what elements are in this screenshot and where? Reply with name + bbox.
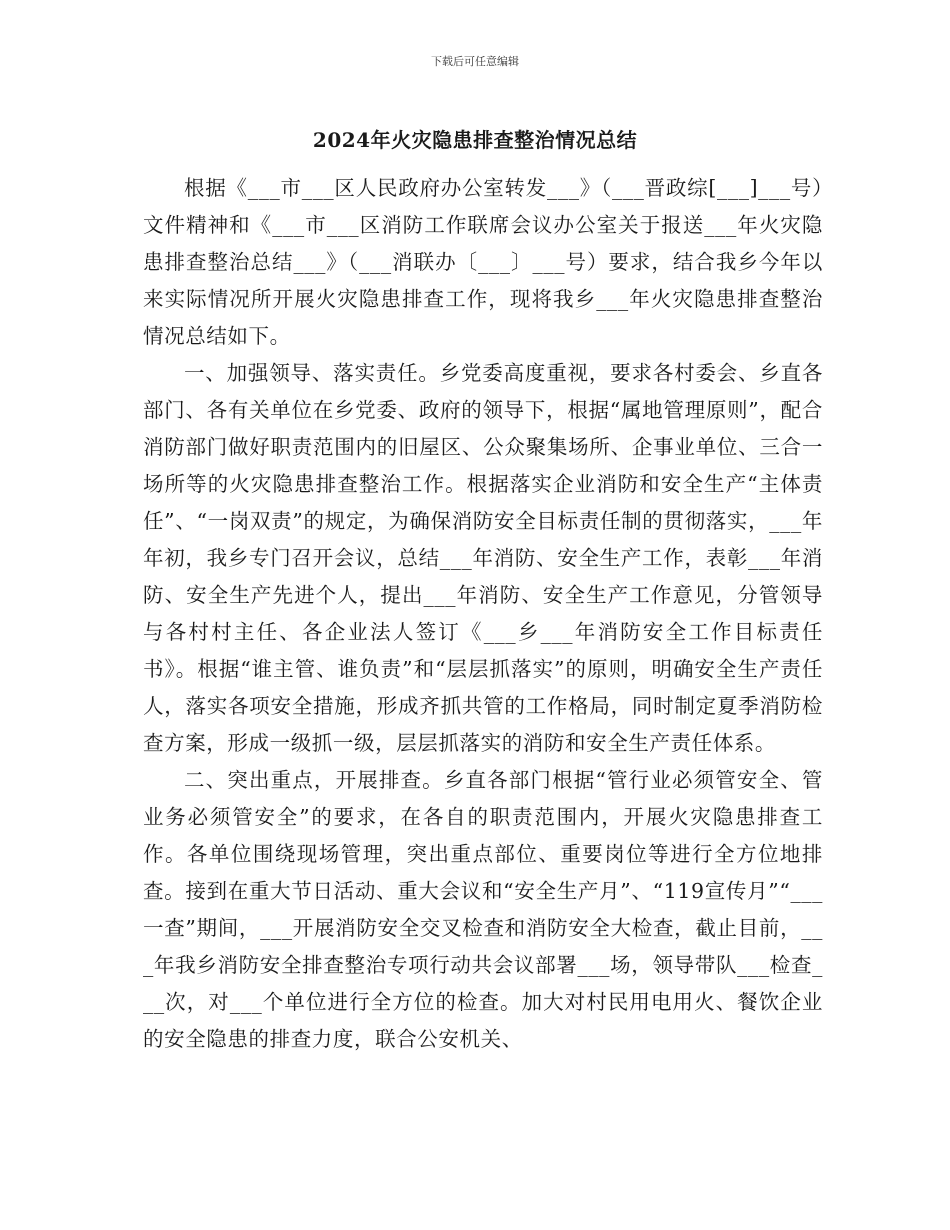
document-title: 2024年火灾隐患排查整治情况总结 — [312, 128, 638, 152]
paragraph-intro: 根据《___市___区人民政府办公室转发___》（___晋政综[___]___号）文件精神和《___市___区消防工作联席会议办公室关于报送___年火灾隐患排查整治总结___》（___消联办〔___〕___号）要求，结合我乡今年以来实际情况所开展火灾隐患排查工作，现将我乡___年火灾隐患排查整治情况总结如下。 — [143, 176, 823, 348]
header-note: 下载后可任意编辑 — [431, 55, 519, 68]
document-body — [143, 170, 823, 1058]
paragraph-section-2: 二、突出重点，开展排查。乡直各部门根据“管行业必须管安全、管业务必须管安全”的要求，在各自的职责范围内，开展火灾隐患排查工作。各单位围绕现场管理，突出重点部位、重要岗位等进行全方位地排查。接到在重大节日活动、重大会议和“安全生产月”、“119宣传月”“___一查”期间，___开展消防安全交叉检查和消防安全大检查，截止目前，___年我乡消防安全排查整治专项行动共会议部署___场，领导带队___检查___次，对___个单位进行全方位的检查。加大对村民用电用火、餐饮企业的安全隐患的排查力度，联合公安机关、 — [143, 768, 823, 1051]
paragraph-section-1: 一、加强领导、落实责任。乡党委高度重视，要求各村委会、乡直各部门、各有关单位在乡党委、政府的领导下，根据“属地管理原则”，配合消防部门做好职责范围内的旧屋区、公众聚集场所、企事业单位、三合一场所等的火灾隐患排查整治工作。根据落实企业消防和安全生产“主体责任”、“一岗双责”的规定，为确保消防安全目标责任制的贯彻落实，___年年初，我乡专门召开会议，总结___年消防、安全生产工作，表彰___年消防、安全生产先进个人，提出___年消防、安全生产工作意见，分管领导与各村村主任、各企业法人签订《___乡___年消防安全工作目标责任书》。根据“谁主管、谁负责”和“层层抓落实”的原则，明确安全生产责任人，落实各项安全措施，形成齐抓共管的工作格局，同时制定夏季消防检查方案，形成一级抓一级，层层抓落实的消防和安全生产责任体系。 — [143, 361, 823, 755]
